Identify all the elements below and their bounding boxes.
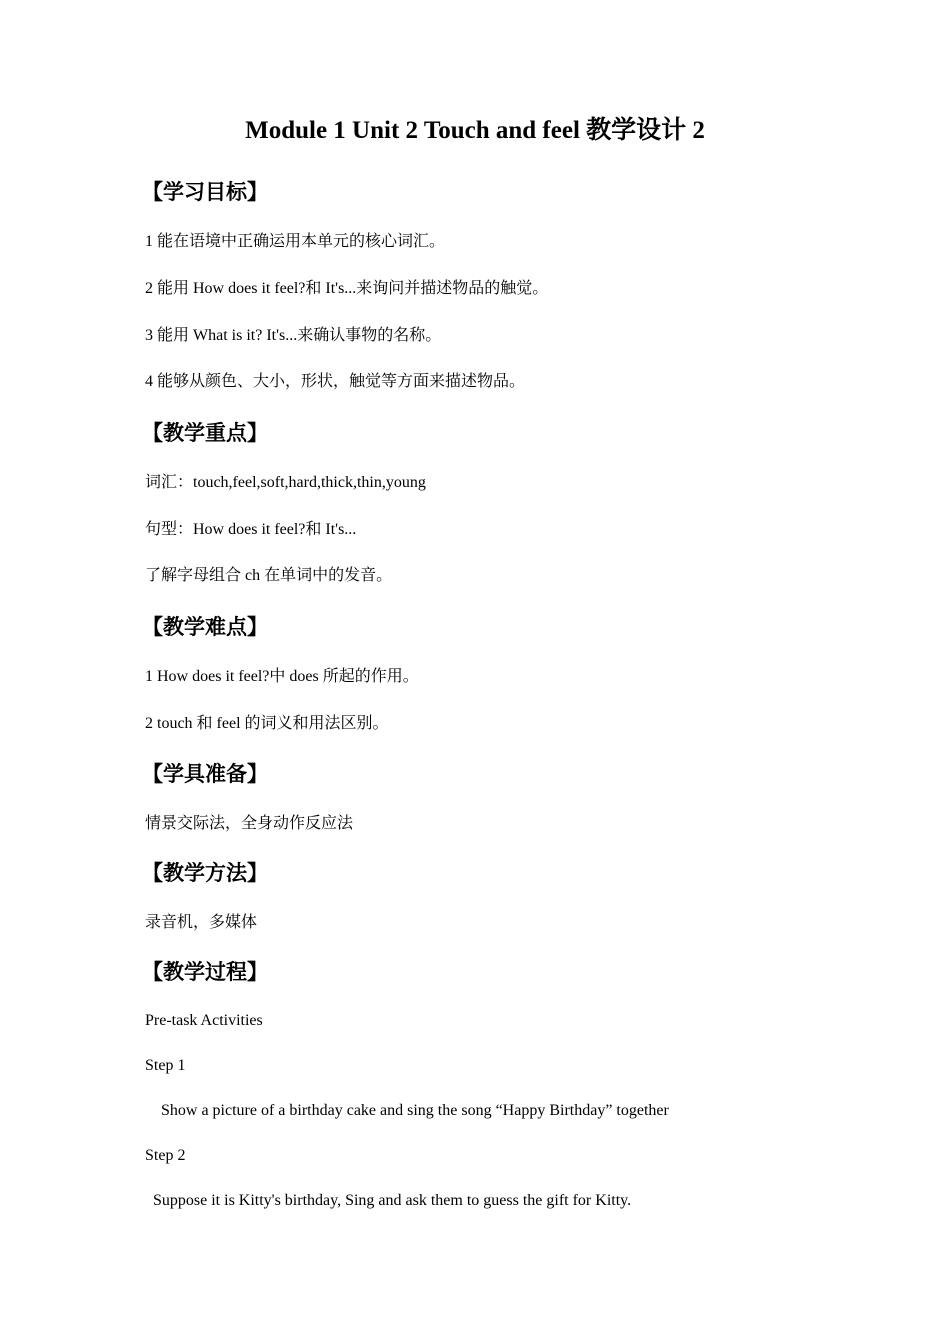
- section-heading-difficulties: 【教学难点】: [142, 615, 268, 639]
- goal-item: 3 能用 What is it? It's...来确认事物的名称。: [145, 327, 442, 344]
- process-step-text: Show a picture of a birthday cake and sing the song “Happy Birthday” together: [161, 1102, 669, 1119]
- process-step-label: Step 2: [145, 1147, 186, 1164]
- difficulty-item: 2 touch 和 feel 的词义和用法区别。: [145, 715, 389, 732]
- document-title: Module 1 Unit 2 Touch and feel 教学设计 2: [245, 117, 705, 144]
- key-point-item: 词汇：touch,feel,soft,hard,thick,thin,young: [145, 474, 426, 491]
- section-heading-key-points: 【教学重点】: [142, 421, 268, 445]
- section-heading-tools: 【学具准备】: [142, 762, 268, 786]
- section-heading-process: 【教学过程】: [142, 960, 268, 984]
- goal-item: 2 能用 How does it feel?和 It's...来询问并描述物品的触觉。: [145, 280, 549, 297]
- methods-item: 录音机，多媒体: [145, 914, 258, 931]
- tools-item: 情景交际法，全身动作反应法: [145, 815, 354, 832]
- key-point-item: 了解字母组合 ch 在单词中的发音。: [145, 567, 393, 584]
- process-step-label: Step 1: [145, 1057, 186, 1074]
- section-heading-goals: 【学习目标】: [142, 180, 268, 204]
- difficulty-item: 1 How does it feel?中 does 所起的作用。: [145, 668, 419, 685]
- key-point-item: 句型：How does it feel?和 It's...: [145, 521, 357, 538]
- goal-item: 4 能够从颜色、大小，形状，触觉等方面来描述物品。: [145, 373, 526, 390]
- section-heading-methods: 【教学方法】: [142, 861, 268, 885]
- process-stage-label: Pre-task Activities: [145, 1012, 263, 1029]
- process-step-text: Suppose it is Kitty's birthday, Sing and ask them to guess the gift for Kitty.: [153, 1192, 632, 1209]
- goal-item: 1 能在语境中正确运用本单元的核心词汇。: [145, 233, 446, 250]
